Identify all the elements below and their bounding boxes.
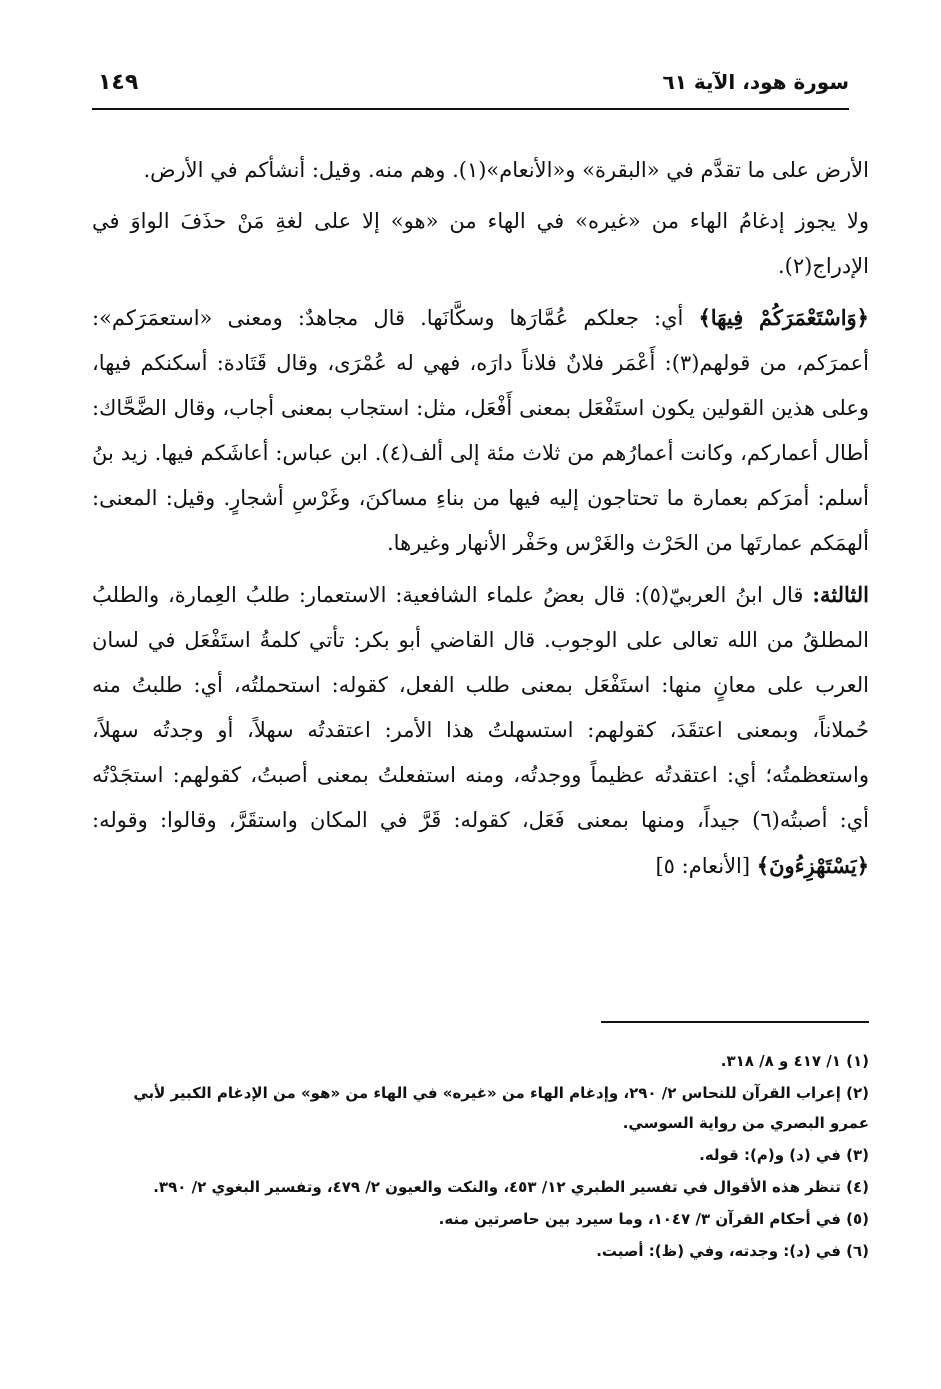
footnotes <box>92 1046 869 1268</box>
page-header <box>92 64 849 110</box>
footnote-5: (٥) في أحكام القرآن ٣/ ١٠٤٧، وما سيرد بين حاصرتين منه. <box>438 1210 869 1228</box>
footnote-3: (٣) في (د) و(م): قوله. <box>699 1146 869 1164</box>
section-label: الثالثة: <box>812 582 869 607</box>
paragraph-2: ولا يجوز إدغامُ الهاء من «غيره» في الهاء من «هو» إلا على لغةِ مَنْ حذَفَ الواوَ في الإدراج(٢). <box>92 209 869 278</box>
footnote-4: (٤) تنظر هذه الأقوال في تفسير الطبري ١٢/ ٤٥٣، والنكت والعيون ٢/ ٤٧٩، وتفسير البغوي ٢/ ٣٩٠. <box>153 1178 869 1196</box>
running-title: سورة هود، الآية ٦١ <box>662 70 849 94</box>
footnote-6: (٦) في (د): وجدته، وفي (ظ): أصبت. <box>596 1242 869 1260</box>
quran-verse: ﴿وَاسْتَعْمَرَكُمْ فِيهَا﴾ <box>698 305 869 330</box>
verse-reference: [الأنعام: ٥] <box>655 854 757 878</box>
main-text <box>92 148 869 895</box>
quran-verse: ﴿يَسْتَهْزِءُونَ﴾ <box>756 853 869 878</box>
page-number: ١٤٩ <box>98 70 139 95</box>
paragraph-4-text: قال ابنُ العربيّ(٥): قال بعضُ علماء الشافعية: الاستعمار: طلبُ العِمارة، والطلبُ المطلقُ من الله تعالى على الوجوب. قال القاضي أبو بكر: تأتي كلمةُ استَفْعَل في لسان العرب على معانٍ منها: استَفْعَل بمعنى طلب الفعل، كقوله: استحملتُه، أي: طلبتُ منه حُملاناً، وبمعنى اعتقَدَ، كقولهم: استسهلتُ هذا الأمر: اعتقدتُه سهلاً، أو وجدتُه سهلاً، واستعظمتُه؛ أي: اعتقدتُه عظيماً ووجدتُه، ومنه استفعلتُ بمعنى أصبتُ، كقولهم: استجَدْتُه أي: أصبتُه(٦) جيداً، ومنها بمعنى فَعَل، كقوله: قَرَّ في المكان واستقَرَّ، وقالوا: وقوله: <box>92 583 869 832</box>
paragraph-4 <box>92 572 869 889</box>
paragraph-3 <box>92 295 869 566</box>
footnote-1: (١) ١/ ٤١٧ و ٨/ ٣١٨. <box>720 1052 869 1070</box>
paragraph-1: الأرض على ما تقدَّم في «البقرة» و«الأنعام»(١). وهم منه. وقيل: أنشأكم في الأرض. <box>143 158 869 182</box>
paragraph-3-text: أي: جعلكم عُمَّارَها وسكَّانَها. قال مجاهدٌ: ومعنى «استعمَرَكم»: أعمرَكم، من قولهم(٣): أَعْمَر فلانٌ فلاناً دارَه، فهي له عُمْرَى، وقال قَتَادة: أسكنكم فيها، وعلى هذين القولين يكون استَفْعَل بمعنى أَفْعَل، مثل: استجاب بمعنى أجاب، وقال الضَّحَّاك: أطال أعماركم، وكانت أعمارُهم من ثلاث مئة إلى ألف(٤). ابن عباس: أعاشَكم فيها. زيد بنُ أسلم: أمرَكم بعمارة ما تحتاجون إليه فيها من بناءِ مساكنَ، وغَرْسِ أشجارٍ. وقيل: المعنى: ألهمَكم عمارتَها من الحَرْث والغَرْس وحَفْر الأنهار وغيرها. <box>92 306 869 555</box>
footnote-divider <box>601 1021 869 1023</box>
footnote-2: (٢) إعراب القرآن للنحاس ٢/ ٢٩٠، وإدغام الهاء من «غيره» في الهاء من «هو» من الإدغام الكبير لأبي عمرو البصري من رواية السوسي. <box>133 1084 869 1132</box>
